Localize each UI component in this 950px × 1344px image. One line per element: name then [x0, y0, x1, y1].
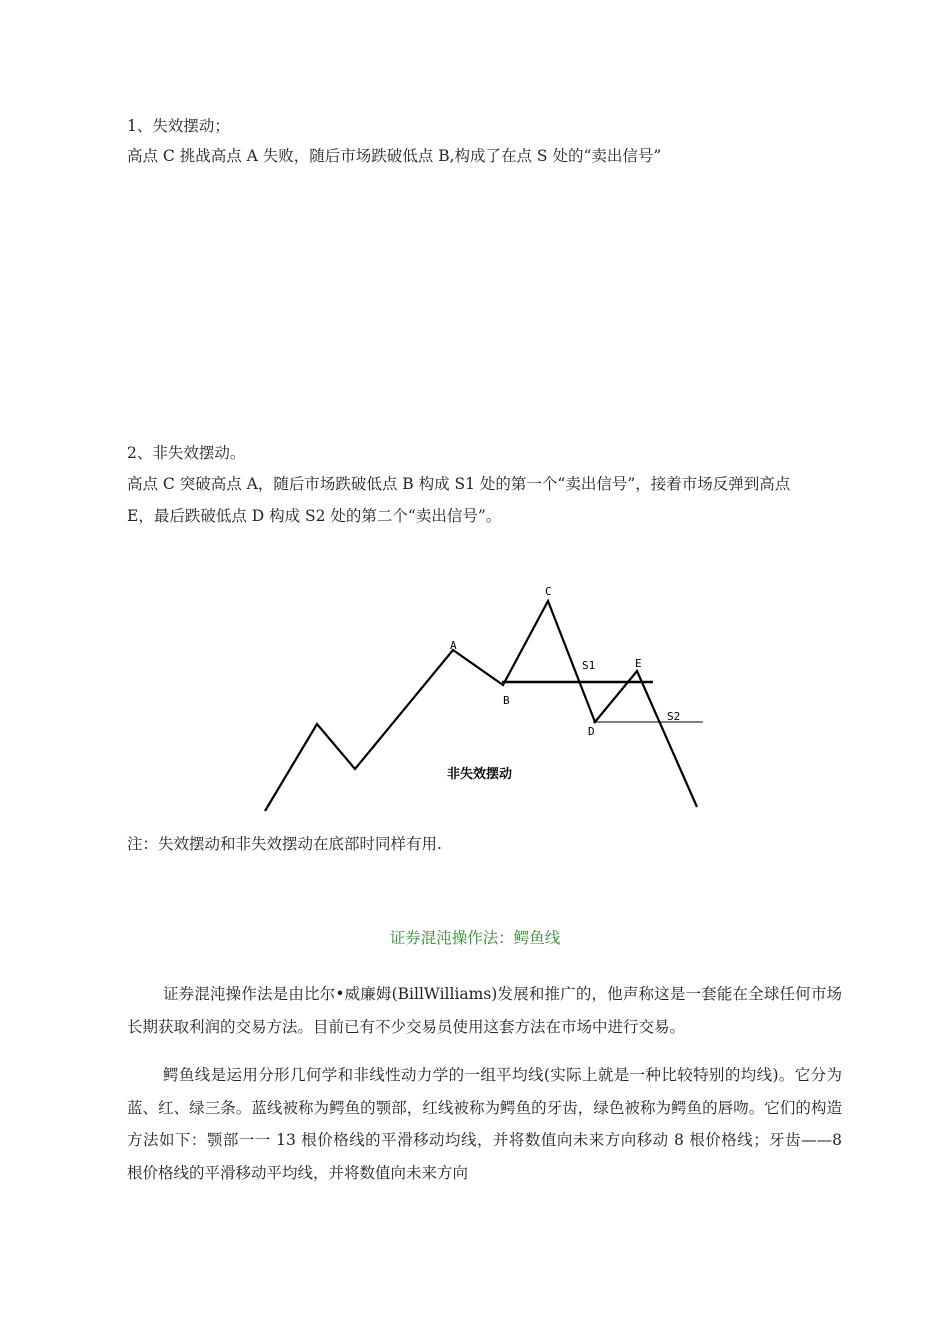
- label-d: D: [588, 725, 595, 738]
- section2-description-line1: 高点 C 突破高点 A，随后市场跌破低点 B 构成 S1 处的第一个“卖出信号”，接着市场反弹到高点: [127, 475, 791, 493]
- label-a: A: [450, 639, 457, 652]
- article-paragraph-2: 鳄鱼线是运用分形几何学和非线性动力学的一组平均线(实际上就是一种比较特别的均线)。它分为蓝、红、绿三条。蓝线被称为鳄鱼的颚部，红线被称为鳄鱼的牙齿，绿色被称为鳄鱼的唇吻。它们的构造方法如下：颚部一一 13 根价格线的平滑移动均线，并将数值向未来方向移动 8 根价格线；牙齿——8 根价格线的平滑移动平均线，并将数值向未来方向: [127, 1066, 842, 1182]
- section2-description-line2: E，最后跌破低点 D 构成 S2 处的第二个“卖出信号”。: [127, 507, 502, 525]
- section1-heading: 1、失效摆动；: [127, 117, 230, 135]
- article-paragraph-1: 证券混沌操作法是由比尔•威廉姆(BillWilliams)发展和推广的，他声称这是一套能在全球任何市场长期获取利润的交易方法。目前已有不少交易员使用这套方法在市场中进行交易。: [127, 985, 842, 1036]
- article-title: 证券混沌操作法：鳄鱼线: [389, 929, 561, 947]
- label-s1: S1: [582, 659, 596, 672]
- label-b: B: [503, 694, 510, 707]
- figure-caption: 非失效摆动: [447, 767, 513, 782]
- label-c: C: [545, 585, 552, 598]
- section2-heading: 2、非失效摆动。: [127, 444, 246, 462]
- label-s2: S2: [667, 710, 681, 723]
- label-e: E: [635, 657, 642, 670]
- swing-diagram: [255, 575, 715, 820]
- note: 注：失效摆动和非失效摆动在底部时同样有用.: [127, 835, 442, 853]
- section1-description: 高点 C 挑战高点 A 失败，随后市场跌破低点 B,构成了在点 S 处的“卖出信号”: [127, 147, 662, 165]
